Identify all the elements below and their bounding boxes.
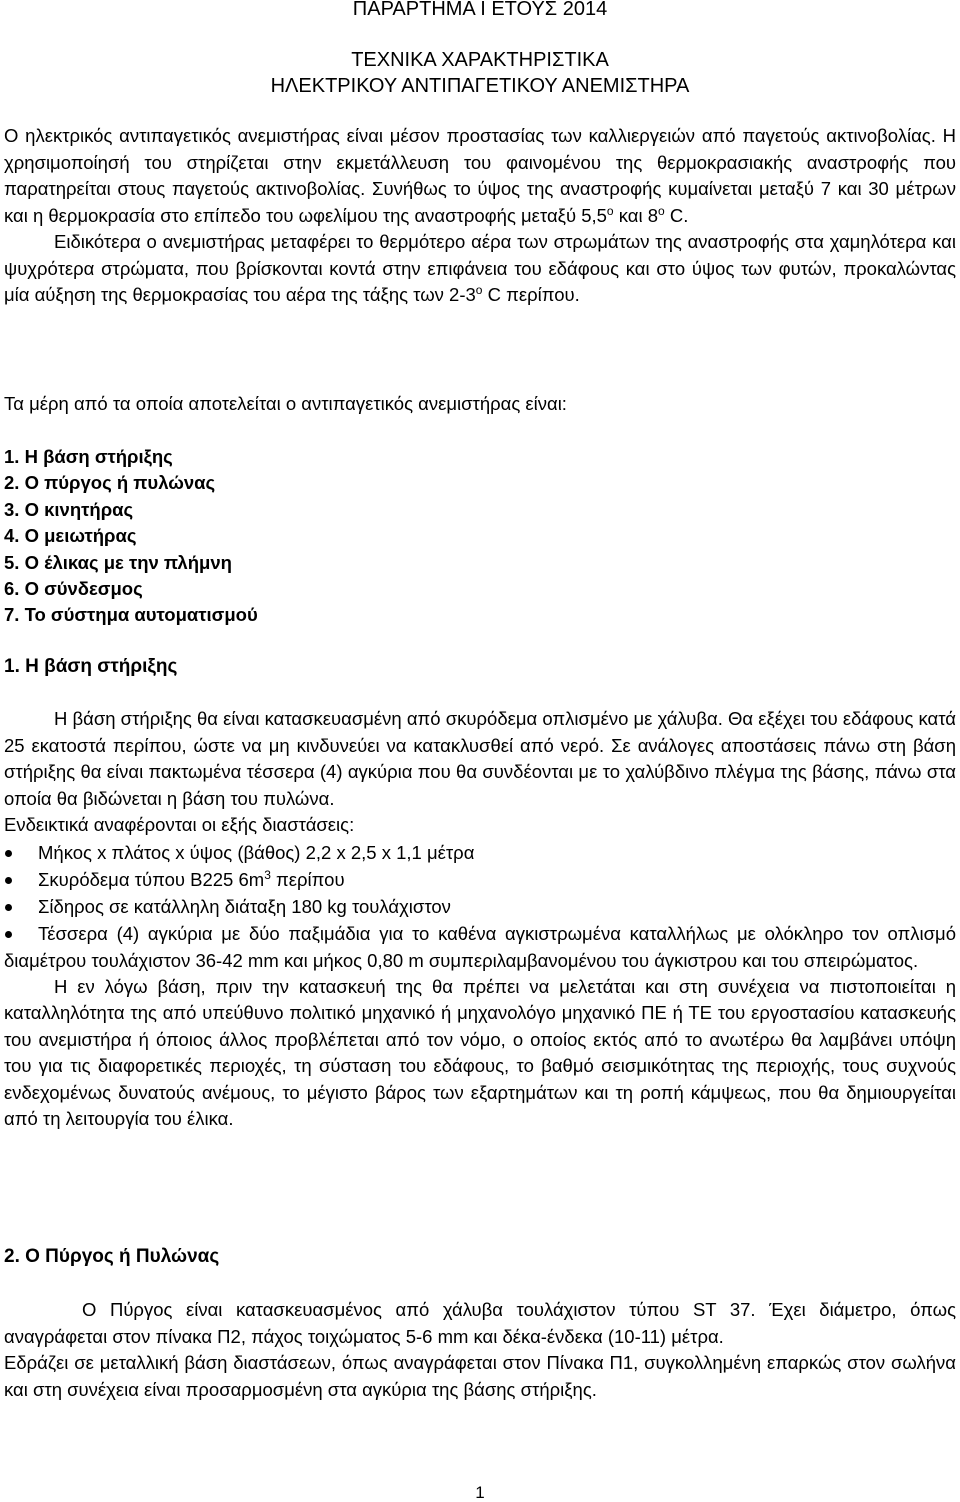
list-item: 3. Ο κινητήρας — [4, 498, 134, 520]
page-number: 1 — [475, 1483, 485, 1502]
annex-title: ΠΑΡΑΡΤΗΜΑ Ι ΕΤΟΥΣ 2014 — [352, 0, 608, 20]
section-2 — [4, 1244, 956, 1270]
dimensions-list — [4, 839, 956, 974]
list-item: 5. Ο έλικας με την πλήμνη — [4, 551, 232, 573]
bullet-icon — [5, 877, 12, 884]
section-1 — [4, 654, 956, 680]
document-title-line1: ΤΕΧΝΙΚΑ ΧΑΡΑΚΤΗΡΙΣΤΙΚΑ — [351, 49, 609, 71]
intro-paragraph-1: Ο ηλεκτρικός αντιπαγετικός ανεμιστήρας είναι μέσον προστασίας των καλλιεργειών από παγετούς ακτινοβολίας. Η χρησιμοποίησή του στηρίζεται στην εκμετάλλευση του φαινομένου της θερμοκρασιακής αναστροφής που παρατηρείται στους παγετούς ακτινοβολίας. Συνήθως το ύψος της αναστροφής κυμαίνεται μεταξύ 7 και 30 μέτρων και η θερμοκρασία στο επίπεδο του ωφελίμου της αναστροφής μεταξύ $5,5^o$ και $8^o$ C. — [4, 125, 956, 226]
list-item: Τέσσερα (4) αγκύρια με δύο παξιμάδια για το καθένα αγκιστρωμένα καταλλήλως με ολόκληρο τον οπλισμό διαμέτρου τουλάχιστον 36-42 mm και μήκος 0,80 m συμπεριλαμβανομένου του άγκιστρου και του σπειρώματος. — [4, 922, 956, 971]
section-2-paragraph-2: Εδράζει σε μεταλλική βάση διαστάσεων, όπως αναγράφεται στον Πίνακα Π1, συγκολλημένη επαρκώς στον σωλήνα και στη συνέχεια είναι προσαρμοσμένη στα αγκύρια της βάσης στήριξης. — [4, 1352, 956, 1400]
list-item: 2. Ο πύργος ή πυλώνας — [4, 472, 216, 494]
list-item: 6. Ο σύνδεσμος — [4, 578, 143, 600]
title-block — [4, 47, 956, 99]
section-2-heading: 2. Ο Πύργος ή Πυλώνας — [4, 1246, 220, 1267]
bullet-icon — [5, 904, 12, 911]
list-item: Μήκος x πλάτος x ύψος (βάθος) 2,2 x 2,5 x 1,1 μέτρα — [4, 839, 956, 866]
section-1-heading: 1. Η βάση στήριξης — [4, 656, 178, 677]
parts-intro — [4, 391, 956, 418]
list-item: 7. Το σύστημα αυτοματισμού — [4, 604, 258, 626]
list-item: 1. Η βάση στήριξης — [4, 446, 173, 467]
list-item: Σίδηρος σε κατάλληλη διάταξη 180 kg τουλάχιστον — [4, 893, 956, 920]
header — [4, 0, 956, 22]
section-1-paragraph-1: Η βάση στήριξης θα είναι κατασκευασμένη από σκυρόδεμα οπλισμένο με χάλυβα. Θα εξέχει του εδάφους κατά 25 εκατοστά περίπου, ώστε να μη κινδυνεύει να κατακλυσθεί από νερό. Σε ανάλογες αποστάσεις πάνω στη βάση στήριξης θα είναι πακτωμένα τέσσερα (4) αγκύρια που θα συνδέονται με το χαλύβδινο πλέγμα της βάσης, πάνω στα οποία θα βιδώνεται η βάση του πυλώνα. — [4, 708, 956, 809]
section-2-paragraph-1: Ο Πύργος είναι κατασκευασμένος από χάλυβα τουλάχιστον τύπου ST 37. Έχει διάμετρο, όπως αναγράφεται στον πίνακα Π2, πάχος τοιχώματος 5-6 mm και δέκα-ένδεκα (10-11) μέτρα. — [4, 1299, 956, 1347]
dimensions-intro: Ενδεικτικά αναφέρονται οι εξής διαστάσεις: — [4, 814, 355, 835]
intro-paragraph-2: Ειδικότερα ο ανεμιστήρας μεταφέρει το θερμότερο αέρα των στρωμάτων της αναστροφής στα χαμηλότερα και ψυχρότερα στρώματα, που βρίσκονται κοντά στην επιφάνεια του εδάφους και στο ύψος των φυτών, προκαλώντας μία αύξηση της θερμοκρασίας του αέρα της τάξης των $2-3^o$ C περίπου. — [4, 231, 956, 305]
intro-section — [4, 123, 956, 309]
list-item: 4. Ο μειωτήρας — [4, 525, 137, 547]
document-title-line2: ΗΛΕΚΤΡΙΚΟΥ ΑΝΤΙΠΑΓΕΤΙΚΟΥ ΑΝΕΜΙΣΤΗΡΑ — [270, 75, 690, 97]
bullet-icon — [5, 850, 12, 857]
section-1-body — [4, 706, 956, 1133]
parts-intro-text: Τα μέρη από τα οποία αποτελείται ο αντιπαγετικός ανεμιστήρας είναι: — [4, 393, 567, 414]
section-1-paragraph-2: Η εν λόγω βάση, πριν την κατασκευή της θα πρέπει να μελετάται και στη συνέχεια να πιστοποιείται η καταλληλότητα της από υπεύθυνο πολιτικό μηχανικό ή μηχανολόγο μηχανικό ΠΕ ή ΤΕ του εργοστασίου κατασκευής του ανεμιστήρα ή όποιος άλλος προβλέπεται από τον νόμο, ο οποίος εκτός από το ανωτέρω θα λαμβάνει υπόψη του για τις διαφορετικές περιοχές, τη σύσταση του εδάφους, το βαθμό σεισμικότητας της περιοχής, τους συχνούς ενδεχομένως δυνατούς ανέμους, το μέγιστο βάρος των εξαρτημάτων και τη ροπή κάμψεως, που θα δημιουργείται από τη λειτουργία του έλικα. — [4, 975, 956, 1129]
bullet-icon — [5, 931, 12, 938]
parts-list — [4, 444, 956, 629]
section-2-body — [4, 1297, 956, 1403]
list-item: Σκυρόδεμα τύπου Β225 $6m^3$ περίπου — [4, 866, 956, 893]
